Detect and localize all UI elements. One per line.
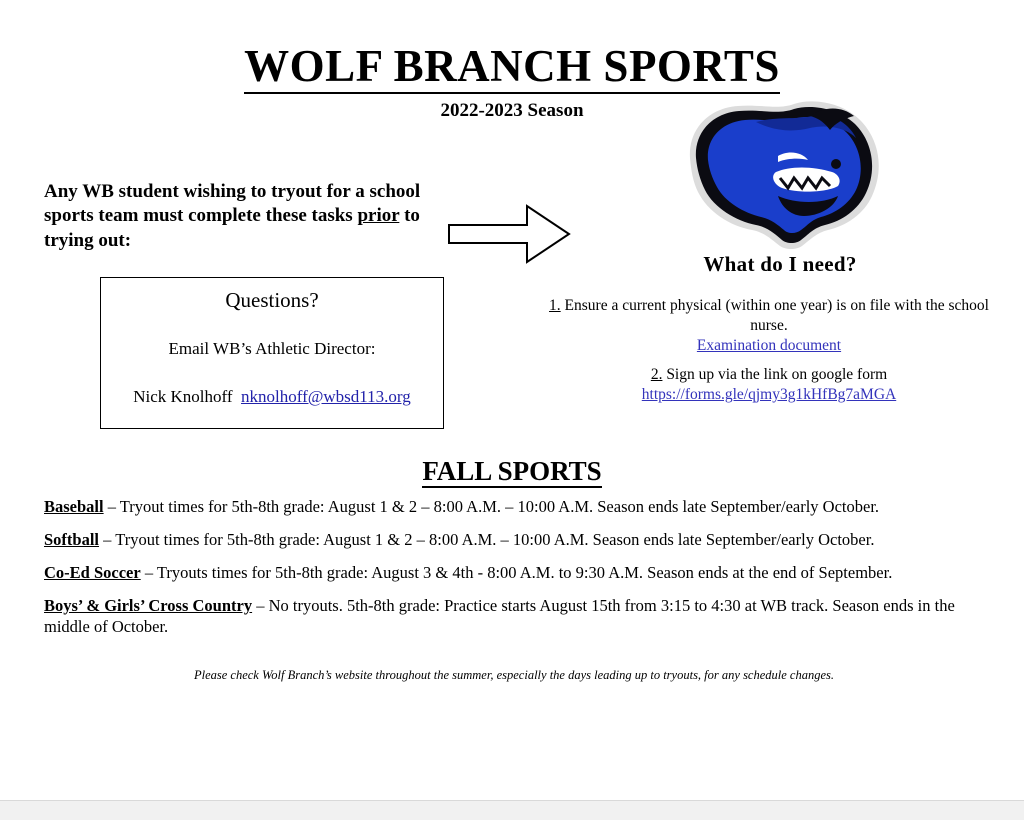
needs-item-1-number: 1.	[549, 297, 561, 314]
right-arrow-icon	[447, 198, 572, 270]
sport-row-soccer	[44, 563, 984, 583]
wolf-head-logo-icon	[660, 100, 892, 252]
questions-heading: Questions?	[225, 288, 319, 312]
fall-sports-list	[44, 497, 984, 650]
intro-emphasis: prior	[357, 205, 400, 227]
intro-paragraph	[44, 180, 436, 253]
sport-detail-softball: – Tryout times for 5th-8th grade: August 1 & 2 – 8:00 A.M. – 10:00 A.M. Season ends late September/early October.	[99, 530, 875, 550]
contact-email-link[interactable]: nknolhoff@wbsd113.org	[241, 387, 411, 406]
sport-name-soccer: Co-Ed Soccer	[44, 563, 141, 583]
google-form-link[interactable]: https://forms.gle/qjmy3g1kHfBg7aMGA	[641, 386, 897, 404]
page-title-text: WOLF BRANCH SPORTS	[244, 41, 780, 94]
sport-name-baseball: Baseball	[44, 497, 104, 516]
questions-contact	[101, 387, 443, 407]
fall-sports-heading-text: FALL SPORTS	[422, 456, 602, 486]
sport-detail-cross-country: – No tryouts. 5th-8th grade: Practice starts August 15th from 3:15 to 4:30 at WB track. Season ends in the middle of October.	[44, 596, 955, 636]
needs-item-1	[534, 296, 1004, 355]
needs-item-2	[534, 365, 1004, 405]
needs-item-1-text: Ensure a current physical (within one year) is on file with the school nurse.	[560, 297, 989, 334]
needs-heading: What do I need?	[703, 252, 857, 276]
sport-row-cross-country	[44, 596, 984, 636]
fall-sports-heading	[0, 456, 1024, 487]
intro-part-1: Any WB student wishing to tryout for a school sports team must complete these tasks	[44, 181, 421, 227]
page-subtitle: 2022-2023 Season	[440, 100, 584, 121]
contact-name: Nick Knolhoff	[133, 387, 233, 406]
questions-line: Email WB’s Athletic Director:	[168, 339, 376, 358]
sport-row-baseball	[44, 497, 984, 517]
page-bottom-strip	[0, 800, 1024, 820]
sport-name-cross-country: Boys’ & Girls’ Cross Country	[44, 596, 253, 616]
examination-document-link[interactable]: Examination document	[696, 336, 842, 354]
sport-detail-baseball: – Tryout times for 5th-8th grade: August 1 & 2 – 8:00 A.M. – 10:00 A.M. Season ends late September/early October.	[103, 497, 880, 516]
sport-detail-soccer: – Tryouts times for 5th-8th grade: August 3 & 4th - 8:00 A.M. to 9:30 A.M. Season ends at the end of September.	[140, 563, 893, 583]
needs-list	[534, 296, 1004, 415]
questions-box	[100, 277, 444, 429]
needs-item-2-number: 2.	[650, 366, 663, 384]
footnote: Please check Wolf Branch’s website throughout the summer, especially the days leading up to tryouts, for any schedule changes.	[193, 668, 835, 682]
needs-item-2-text: Sign up via the link on google form	[662, 366, 888, 384]
intro-part-2: to trying out:	[44, 205, 420, 251]
page-title	[0, 41, 1024, 91]
sport-row-softball	[44, 530, 984, 550]
sport-name-softball: Softball	[44, 530, 100, 550]
